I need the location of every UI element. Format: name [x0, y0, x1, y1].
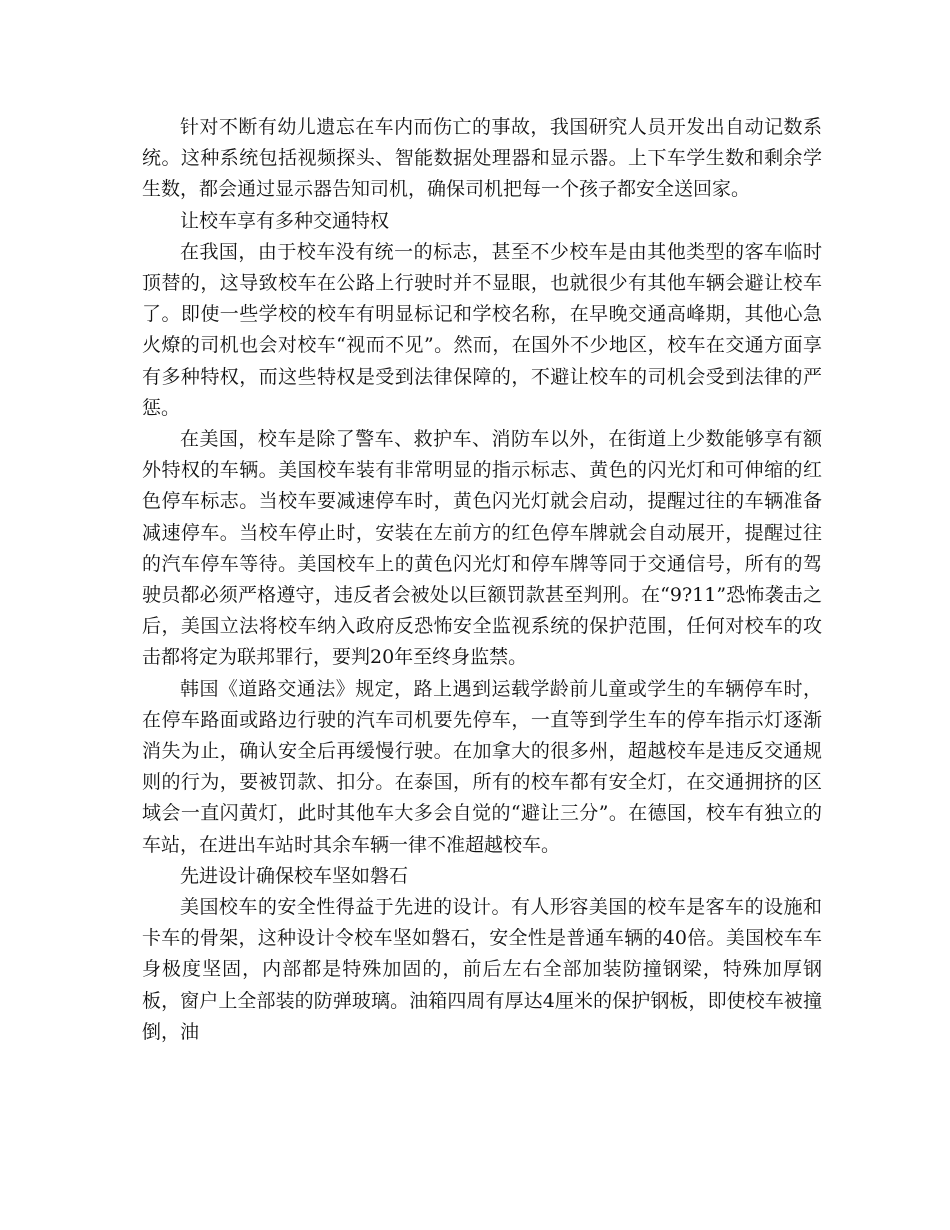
section-heading-traffic-privileges: 让校车享有多种交通特权 — [180, 209, 390, 232]
paragraph-usa-bus-design: 美国校车的安全性得益于先进的设计。有人形容美国的校车是客车的设施和卡车的骨架，这种设计令校车坚如磐石，安全性是普通车辆的40倍。美国校车车身极度坚固，内部都是特殊加固的，前后左右全部加装防撞钢梁，特殊加厚钢板，窗户上全部装的防弹玻璃。油箱四周有厚达4厘米的保护钢板，即使校车被撞倒，油 — [142, 896, 822, 1043]
section-heading-advanced-design: 先进设计确保校车坚如磐石 — [180, 864, 409, 887]
paragraph-china-school-bus: 在我国，由于校车没有统一的标志，甚至不少校车是由其他类型的客车临时顶替的，这导致校车在公路上行驶时并不显眼，也就很少有其他车辆会避让校车了。即使一些学校的校车有明显标记和学校名称，在早晚交通高峰期，其他心急火燎的司机也会对校车“视而不见”。然而，在国外不少地区，校车在交通方面享有多种特权，而这些特权是受到法律保障的，不避让校车的司机会受到法律的严惩。 — [142, 240, 822, 419]
document-body — [142, 112, 822, 1048]
paragraph-korea-canada-thailand-germany: 韩国《道路交通法》规定，路上遇到运载学龄前儿童或学生的车辆停车时，在停车路面或路边行驶的汽车司机要先停车，一直等到学生车的停车指示灯逐渐消失为止，确认安全后再缓慢行驶。在加拿大的很多州，超越校车是违反交通规则的行为，要被罚款、扣分。在泰国，所有的校车都有安全灯，在交通拥挤的区域会一直闪黄灯，此时其他车大多会自觉的“避让三分”。在德国，校车有独立的车站，在进出车站时其余车辆一律不准超越校车。 — [142, 677, 822, 856]
paragraph-usa-school-bus: 在美国，校车是除了警车、救护车、消防车以外，在街道上少数能够享有额外特权的车辆。美国校车装有非常明显的指示标志、黄色的闪光灯和可伸缩的红色停车标志。当校车要减速停车时，黄色闪光灯就会启动，提醒过往的车辆准备减速停车。当校车停止时，安装在左前方的红色停车牌就会自动展开，提醒过往的汽车停车等待。美国校车上的黄色闪光灯和停车牌等同于交通信号，所有的驾驶员都必须严格遵守，违反者会被处以巨额罚款甚至判刑。在“9?11”恐怖袭击之后，美国立法将校车纳入政府反恐怖安全监视系统的保护范围，任何对校车的攻击都将定为联邦罪行，要判20年至终身监禁。 — [142, 428, 822, 669]
paragraph-child-detection-system: 针对不断有幼儿遗忘在车内而伤亡的事故，我国研究人员开发出自动记数系统。这种系统包括视频探头、智能数据处理器和显示器。上下车学生数和剩余学生数，都会通过显示器告知司机，确保司机把每一个孩子都安全送回家。 — [142, 116, 822, 201]
